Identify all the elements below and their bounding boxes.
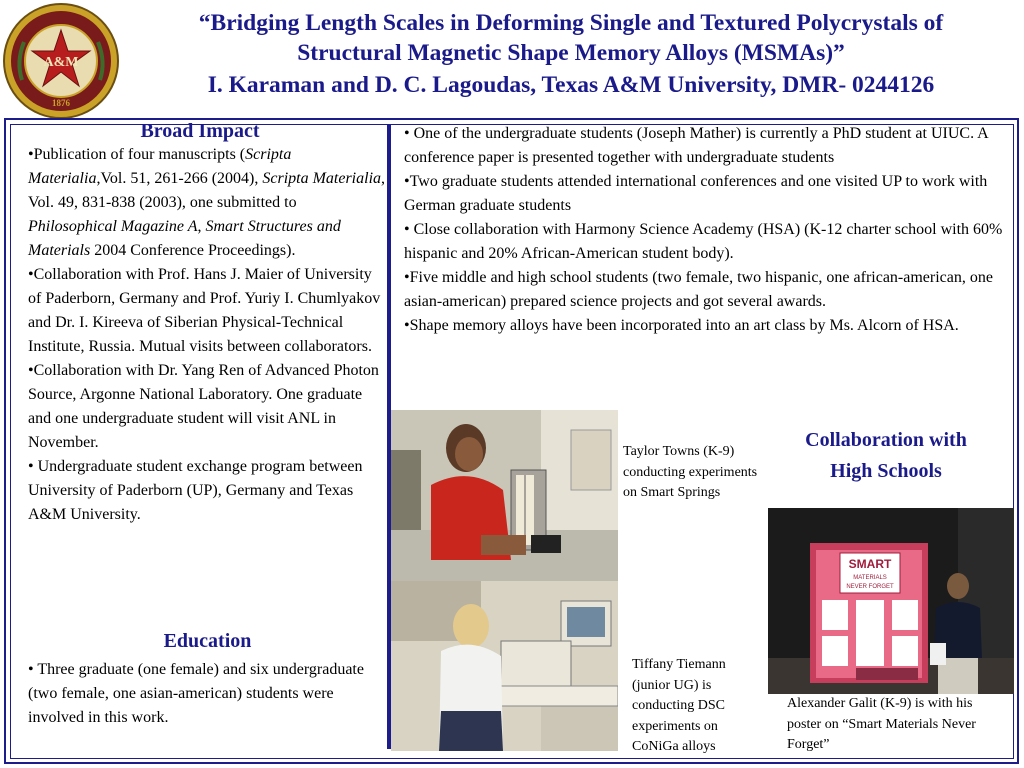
education-heading: Education [163,630,252,652]
university-seal-logo [2,2,120,120]
outreach-text [404,122,1014,338]
photo-taylor-towns [391,410,618,581]
photo-tiffany-tiemann [391,581,618,751]
caption-photo-1: Taylor Towns (K-9) conducting experiments on Smart Springs [623,444,758,500]
title-line-3: I. Karaman and D. C. Lagoudas, Texas A&M University, DMR- 0244126 [207,72,935,98]
poster-title: SMART [848,557,892,571]
collaboration-heading [768,425,1004,487]
photo-alexander-galit [768,508,1014,694]
title-line-2: Structural Magnetic Shape Memory Alloys (MSMAs)” [297,40,845,66]
broad-impact-item-4: • Undergraduate student exchange program between University of Paderborn (UP), Germany and Texas A&M University. [28,458,363,523]
title-line-1: “Bridging Length Scales in Deforming Single and Textured Polycrystals of [198,10,944,36]
broad-impact-item-1: •Publication of four manuscripts (Scripta Materialia,Vol. 51, 261-266 (2004), Scripta Materialia, Vol. 49, 831-838 (2003), one submitted to Philosophical Magazine A, Smart Structures and Materials 2004 Conference Proceedings). [28,146,386,259]
caption-photo-2: Tiffany Tiemann (junior UG) is conducting DSC experiments on CoNiGa alloys [632,657,726,754]
broad-impact-heading: Broad Impact [140,120,260,142]
broad-impact-item-3: •Collaboration with Dr. Yang Ren of Advanced Photon Source, Argonne National Laboratory. One graduate and one undergraduate student will visit ANL in November. [28,362,379,451]
poster-subtitle-line-2: NEVER FORGET [846,584,894,590]
outreach-item-1: • One of the undergraduate students (Joseph Mather) is currently a PhD student at UIUC. A conference paper is presented together with undergraduate students [404,125,988,166]
collaboration-heading-line-2: High Schools [830,460,942,482]
outreach-item-5: •Shape memory alloys have been incorporated into an art class by Ms. Alcorn of HSA. [404,317,959,334]
svg-text:A&M: A&M [43,55,79,70]
seal-year: 1876 [52,98,70,108]
education-text [28,658,373,730]
poster-subtitle-line-1: MATERIALS [853,575,887,581]
broad-impact-item-2: •Collaboration with Prof. Hans J. Maier of University of Paderborn, Germany and Prof. Yuriy I. Chumlyakov and Dr. I. Kireeva of Siberian Physical-Technical Institute, Russia. Mutual visits between collaborators. [28,266,381,355]
page-title [118,8,1024,100]
caption-photo-3: Alexander Galit (K-9) is with his poster on “Smart Materials Never Forget” [787,696,976,752]
outreach-item-3: • Close collaboration with Harmony Science Academy (HSA) (K-12 charter school with 60% hispanic and 20% African-American student body). [404,221,1003,262]
collaboration-heading-line-1: Collaboration with [805,429,967,451]
outreach-item-2: •Two graduate students attended international conferences and one visited UP to work with German graduate students [404,173,988,214]
broad-impact-text [28,143,388,527]
outreach-item-4: •Five middle and high school students (two female, two hispanic, one african-american, one asian-american) prepared science projects and got several awards. [404,269,993,310]
education-item-1: • Three graduate (one female) and six undergraduate (two female, one asian-american) students were involved in this work. [28,661,364,726]
